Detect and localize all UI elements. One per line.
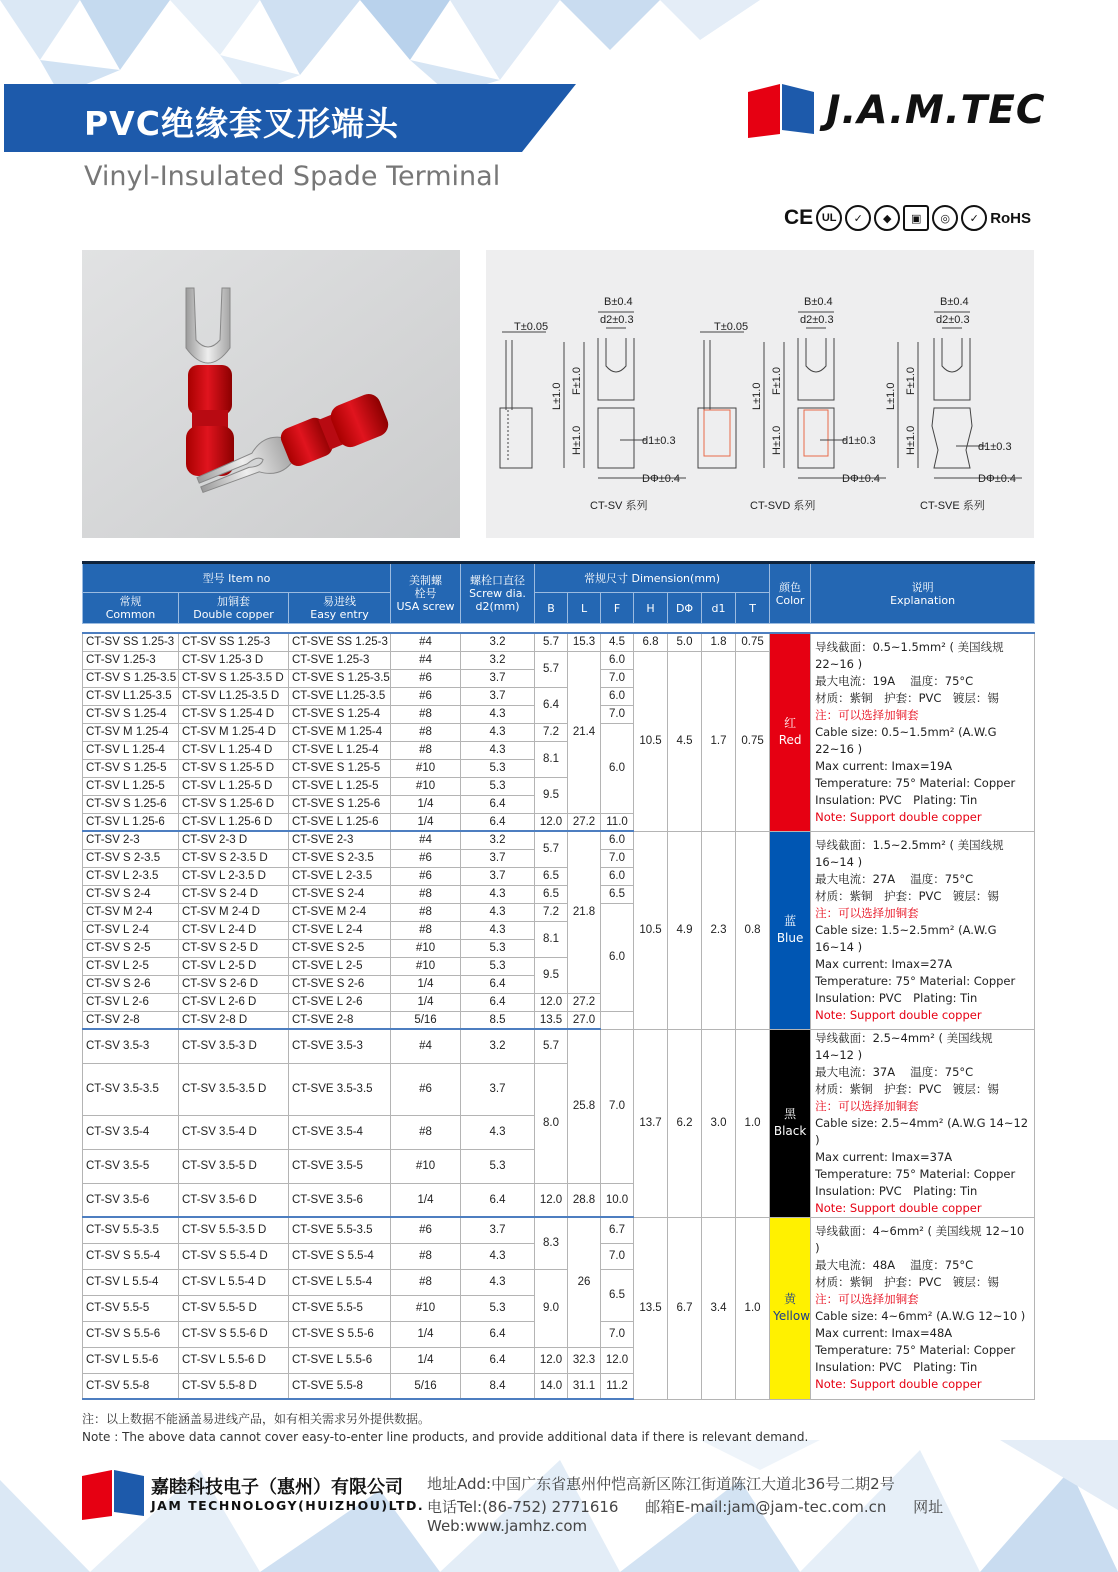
- table-row: CT-SV M 1.25-4 CT-SV M 1.25-4 D CT-SVE M 1.25-4 #8 4.3 7.2 6.0: [83, 723, 1035, 741]
- table-row: CT-SV S 1.25-4 CT-SV S 1.25-4 D CT-SVE S 1.25-4 #8 4.3 7.0: [83, 705, 1035, 723]
- table-row: CT-SV L 2-5 CT-SV L 2-5 D CT-SVE L 2-5 #10 5.3 9.5: [83, 957, 1035, 975]
- table-row: CT-SV L 1.25-5 CT-SV L 1.25-5 D CT-SVE L 1.25-5 #10 5.3 9.5: [83, 777, 1035, 795]
- website-link[interactable]: 网址Web:www.jamhz.com: [427, 1498, 944, 1535]
- dim-b-label-2: B±0.4: [804, 296, 833, 308]
- table-row: CT-SV L 2-3.5 CT-SV L 2-3.5 D CT-SVE L 2-3.5 #6 3.7 6.5 6.0: [83, 867, 1035, 885]
- table-row: CT-SV L 5.5-6 CT-SV L 5.5-6 D CT-SVE L 5.5-6 1/4 6.4 12.0 32.3 12.0: [83, 1347, 1035, 1373]
- footnote-cn: 注：以上数据不能涵盖易进线产品，如有相关需求另外提供数据。: [82, 1412, 431, 1426]
- dim-h-label-3: H±1.0: [905, 425, 917, 455]
- table-row: CT-SV 3.5-3 CT-SV 3.5-3 D CT-SVE 3.5-3 #4 3.2 5.7 25.8 7.0 13.7 6.2 3.0 1.0 黑 Black 导线截面：2.5~4mm² ( 美国线规 14~12 ) 最大电流：37A 温度：75°C 材质：紫铜 护套：PVC 镀层：锡 注：可以选择加铜套 Cable size: 2.5~4mm² (A.W.G 14~12 ) Max current: Imax=37A Temperature: 75° Material: Copper Insulation: PVC Plating: Tin Note: Support double copper: [83, 1029, 1035, 1063]
- table-row: CT-SV 3.5-6 CT-SV 3.5-6 D CT-SVE 3.5-6 1/4 6.4 12.0 28.8 10.0: [83, 1183, 1035, 1217]
- company-name-en: JAM TECHNOLOGY(HUIZHOU)LTD.: [151, 1498, 425, 1513]
- footer-logo-mark: [82, 1470, 144, 1520]
- table-row: CT-SV S 5.5-4 CT-SV S 5.5-4 D CT-SVE S 5.5-4 #8 4.3 7.0: [83, 1243, 1035, 1269]
- table-row: CT-SV S 1.25-5 CT-SV S 1.25-5 D CT-SVE S 1.25-5 #10 5.3: [83, 759, 1035, 777]
- dim-f-label-2: F±1.0: [771, 366, 783, 395]
- table-row: CT-SV 3.5-5 CT-SV 3.5-5 D CT-SVE 3.5-5 #10 5.3: [83, 1149, 1035, 1183]
- dim-d2-label-1: d2±0.3: [600, 314, 634, 326]
- dim-l-label-1: L±1.0: [551, 382, 563, 410]
- company-logo-text: J.A.M.TEC: [826, 88, 1046, 133]
- email-link[interactable]: 邮箱E-mail:jam@jam-tec.com.cn: [645, 1498, 887, 1516]
- dim-b-label-1: B±0.4: [604, 296, 633, 308]
- table-row: CT-SV S 1.25-6 CT-SV S 1.25-6 D CT-SVE S 1.25-6 1/4 6.4: [83, 795, 1035, 813]
- double-copper-header: 加铜套 Double copper: [179, 593, 289, 624]
- phone-number: 电话Tel:(86-752) 2771616: [427, 1498, 619, 1516]
- dim-dphi-label-3: DΦ±0.4: [978, 473, 1017, 485]
- check-mark-icon: ✓: [845, 205, 871, 231]
- dim-f-label-1: F±1.0: [571, 366, 583, 395]
- technical-drawing: [486, 250, 1034, 538]
- series-label-svd: CT-SVD 系列: [750, 500, 816, 512]
- item-no-header: 型号 Item no: [83, 563, 391, 593]
- explanation-header: 说明 Explanation: [811, 563, 1035, 624]
- dim-d1-label-2: d1±0.3: [842, 435, 876, 447]
- dim-dphi-header: DΦ: [668, 593, 702, 624]
- page-subtitle: Vinyl-Insulated Spade Terminal: [84, 161, 501, 192]
- table-header-row-1: [83, 563, 1035, 593]
- table-row: CT-SV SS 1.25-3 CT-SV SS 1.25-3 CT-SVE SS 1.25-3 #4 3.2 5.7 15.3 4.5 6.8 5.0 1.8 0.75 红 Red 导线截面：0.5~1.5mm² ( 美国线规 22~16 ) 最大电流：19A 温度：75°C 材质：紫铜 护套：PVC 镀层：锡 注：可以选择加铜套 Cable size: 0.5~1.5mm² (A.W.G 22~16 ) Max current: Imax=19A Temperature: 75° Material: Copper Insulation: PVC Plating: Tin Note: Support double copper: [83, 633, 1035, 651]
- dimension-header: 常规尺寸 Dimension(mm): [535, 563, 770, 593]
- sgs-mark-icon: ✓: [961, 205, 987, 231]
- color-swatch-blue: 蓝 Blue: [770, 831, 811, 1029]
- table-row: CT-SV L 1.25-4 CT-SV L 1.25-4 D CT-SVE L 1.25-4 #8 4.3 8.1: [83, 741, 1035, 759]
- easy-entry-header: 易进线 Easy entry: [289, 593, 391, 624]
- table-row: CT-SV S 1.25-3.5 CT-SV S 1.25-3.5 D CT-SVE S 1.25-3.5 #6 3.7 7.0: [83, 669, 1035, 687]
- table-row: CT-SV S 2-5 CT-SV S 2-5 D CT-SVE S 2-5 #10 5.3: [83, 939, 1035, 957]
- dim-h-label-1: H±1.0: [571, 425, 583, 455]
- explanation-blue: 导线截面：1.5~2.5mm² ( 美国线规 16~14 ) 最大电流：27A 温度：75°C 材质：紫铜 护套：PVC 镀层：锡 注：可以选择加铜套 Cable size: 1.5~2.5mm² (A.W.G 16~14 ) Max current: Imax=27A Temperature: 75° Material: Copper Insulation: PVC Plating: Tin Note: Support double copper: [811, 831, 1035, 1029]
- table-row: CT-SV S 2-6 CT-SV S 2-6 D CT-SVE S 2-6 1/4 6.4: [83, 975, 1035, 993]
- table-row: CT-SV S 2-4 CT-SV S 2-4 D CT-SVE S 2-4 #8 4.3 6.5 6.5: [83, 885, 1035, 903]
- table-row: CT-SV S 2-3.5 CT-SV S 2-3.5 D CT-SVE S 2-3.5 #6 3.7 7.0: [83, 849, 1035, 867]
- dim-d1-label-1: d1±0.3: [642, 435, 676, 447]
- table-row: CT-SV 1.25-3 CT-SV 1.25-3 D CT-SVE 1.25-3 #4 3.2 5.7 21.4 6.0 10.5 4.5 1.7 0.75: [83, 651, 1035, 669]
- rohs-mark-icon: RoHS: [990, 209, 1032, 227]
- table-row: CT-SV 5.5-8 CT-SV 5.5-8 D CT-SVE 5.5-8 5/16 8.4 14.0 31.1 11.2: [83, 1373, 1035, 1399]
- dim-b-header: B: [535, 593, 568, 624]
- table-row: CT-SV L1.25-3.5 CT-SV L1.25-3.5 D CT-SVE L1.25-3.5 #6 3.7 6.4 6.0: [83, 687, 1035, 705]
- series-label-sv: CT-SV 系列: [590, 500, 648, 512]
- table-row: CT-SV 3.5-4 CT-SV 3.5-4 D CT-SVE 3.5-4 #8 4.3: [83, 1115, 1035, 1149]
- footnote: [82, 1410, 808, 1446]
- dim-h-label-2: H±1.0: [771, 425, 783, 455]
- table-body: [83, 624, 1035, 1400]
- table-row: CT-SV L 2-4 CT-SV L 2-4 D CT-SVE L 2-4 #8 4.3 8.1: [83, 921, 1035, 939]
- color-swatch-black: 黑 Black: [770, 1029, 811, 1217]
- dim-b-label-3: B±0.4: [940, 296, 969, 308]
- certification-marks: [784, 203, 1036, 233]
- contact-line: [427, 1496, 1118, 1535]
- common-header: 常规 Common: [83, 593, 179, 624]
- table-row: CT-SV 5.5-5 CT-SV 5.5-5 D CT-SVE 5.5-5 #10 5.3: [83, 1295, 1035, 1321]
- footnote-en: Note : The above data cannot cover easy-to-enter line products, and provide additional data if there is relevant demand.: [82, 1430, 809, 1444]
- usa-screw-header: 美制螺 栓号 USA screw: [391, 563, 461, 624]
- dim-dphi-label-2: DΦ±0.4: [842, 473, 881, 485]
- dim-t-header: T: [736, 593, 770, 624]
- table-row: CT-SV L 1.25-6 CT-SV L 1.25-6 D CT-SVE L 1.25-6 1/4 6.4 12.0 27.2 11.0: [83, 813, 1035, 831]
- explanation-red: 导线截面：0.5~1.5mm² ( 美国线规 22~16 ) 最大电流：19A 温度：75°C 材质：紫铜 护套：PVC 镀层：锡 注：可以选择加铜套 Cable size: 0.5~1.5mm² (A.W.G 22~16 ) Max current: Imax=19A Temperature: 75° Material: Copper Insulation: PVC Plating: Tin Note: Support double copper: [811, 633, 1035, 831]
- dim-f-header: F: [601, 593, 634, 624]
- table-row: CT-SV L 2-6 CT-SV L 2-6 D CT-SVE L 2-6 1/4 6.4 12.0 27.2: [83, 993, 1035, 1011]
- table-row: CT-SV 3.5-3.5 CT-SV 3.5-3.5 D CT-SVE 3.5-3.5 #6 3.7 8.0: [83, 1063, 1035, 1115]
- spec-table: [82, 561, 1035, 1400]
- shield-mark-icon: ◆: [874, 205, 900, 231]
- series-label-sve: CT-SVE 系列: [920, 500, 985, 512]
- ccc-mark-icon: ◎: [932, 205, 958, 231]
- company-address: 地址Add:中国广东省惠州仲恺高新区陈江街道陈江大道北36号二期2号: [427, 1475, 895, 1493]
- tuv-mark-icon: ▣: [903, 205, 929, 231]
- dim-d1-label-3: d1±0.3: [978, 441, 1012, 453]
- table-row: CT-SV 2-3 CT-SV 2-3 D CT-SVE 2-3 #4 3.2 5.7 21.8 6.0 10.5 4.9 2.3 0.8 蓝 Blue 导线截面：1.5~2.5mm² ( 美国线规 16~14 ) 最大电流：27A 温度：75°C 材质：紫铜 护套：PVC 镀层：锡 注：可以选择加铜套 Cable size: 1.5~2.5mm² (A.W.G 16~14 ) Max current: Imax=27A Temperature: 75° Material: Copper Insulation: PVC Plating: Tin Note: Support double copper: [83, 831, 1035, 849]
- dim-t-label-2: T±0.05: [714, 321, 749, 333]
- dim-l-label-3: L±1.0: [885, 382, 897, 410]
- table-row: CT-SV L 5.5-4 CT-SV L 5.5-4 D CT-SVE L 5.5-4 #8 4.3 9.0 6.5: [83, 1269, 1035, 1295]
- dim-l-header: L: [568, 593, 601, 624]
- screw-dia-header: 螺栓口直径 Screw dia. d2(mm): [461, 563, 535, 624]
- dim-d2-label-2: d2±0.3: [800, 314, 834, 326]
- dim-h-header: H: [634, 593, 668, 624]
- dim-t-label-1: T±0.05: [514, 321, 549, 333]
- color-swatch-red: 红 Red: [770, 633, 811, 831]
- table-row: CT-SV 2-8 CT-SV 2-8 D CT-SVE 2-8 5/16 8.5 13.5 27.0: [83, 1011, 1035, 1029]
- dim-dphi-label-1: DΦ±0.4: [642, 473, 681, 485]
- dim-d1-header: d1: [702, 593, 736, 624]
- explanation-black: 导线截面：2.5~4mm² ( 美国线规 14~12 ) 最大电流：37A 温度：75°C 材质：紫铜 护套：PVC 镀层：锡 注：可以选择加铜套 Cable size: 2.5~4mm² (A.W.G 14~12 ) Max current: Imax=37A Temperature: 75° Material: Copper Insulation: PVC Plating: Tin Note: Support double copper: [811, 1029, 1035, 1217]
- table-row: CT-SV S 5.5-6 CT-SV S 5.5-6 D CT-SVE S 5.5-6 1/4 6.4 7.0: [83, 1321, 1035, 1347]
- dim-d2-label-3: d2±0.3: [936, 314, 970, 326]
- color-swatch-yellow: 黄 Yellow: [770, 1217, 811, 1399]
- company-name-cn: 嘉睦科技电子（惠州）有限公司: [151, 1477, 403, 1498]
- color-header: 颜色 Color: [770, 563, 811, 624]
- ul-mark-icon: UL: [816, 205, 842, 231]
- product-photo: [82, 250, 460, 538]
- dim-f-label-3: F±1.0: [905, 366, 917, 395]
- explanation-yellow: 导线截面：4~6mm² ( 美国线规 12~10 ) 最大电流：48A 温度：75°C 材质：紫铜 护套：PVC 镀层：锡 注：可以选择加铜套 Cable size: 4~6mm² (A.W.G 12~10 ) Max current: Imax=48A Temperature: 75° Material: Copper Insulation: PVC Plating: Tin Note: Support double copper: [811, 1217, 1035, 1399]
- ce-mark-icon: CE: [784, 206, 814, 229]
- page-title: PVC绝缘套叉形端头: [84, 104, 399, 143]
- dim-l-label-2: L±1.0: [751, 382, 763, 410]
- table-row: CT-SV 5.5-3.5 CT-SV 5.5-3.5 D CT-SVE 5.5-3.5 #6 3.7 8.3 26 6.7 13.5 6.7 3.4 1.0 黄 Yellow 导线截面：4~6mm² ( 美国线规 12~10 ) 最大电流：48A 温度：75°C 材质：紫铜 护套：PVC 镀层：锡 注：可以选择加铜套 Cable size: 4~6mm² (A.W.G 12~10 ) Max current: Imax=48A Temperature: 75° Material: Copper Insulation: PVC Plating: Tin Note: Support double copper: [83, 1217, 1035, 1243]
- table-row: CT-SV M 2-4 CT-SV M 2-4 D CT-SVE M 2-4 #8 4.3 7.2 6.0: [83, 903, 1035, 921]
